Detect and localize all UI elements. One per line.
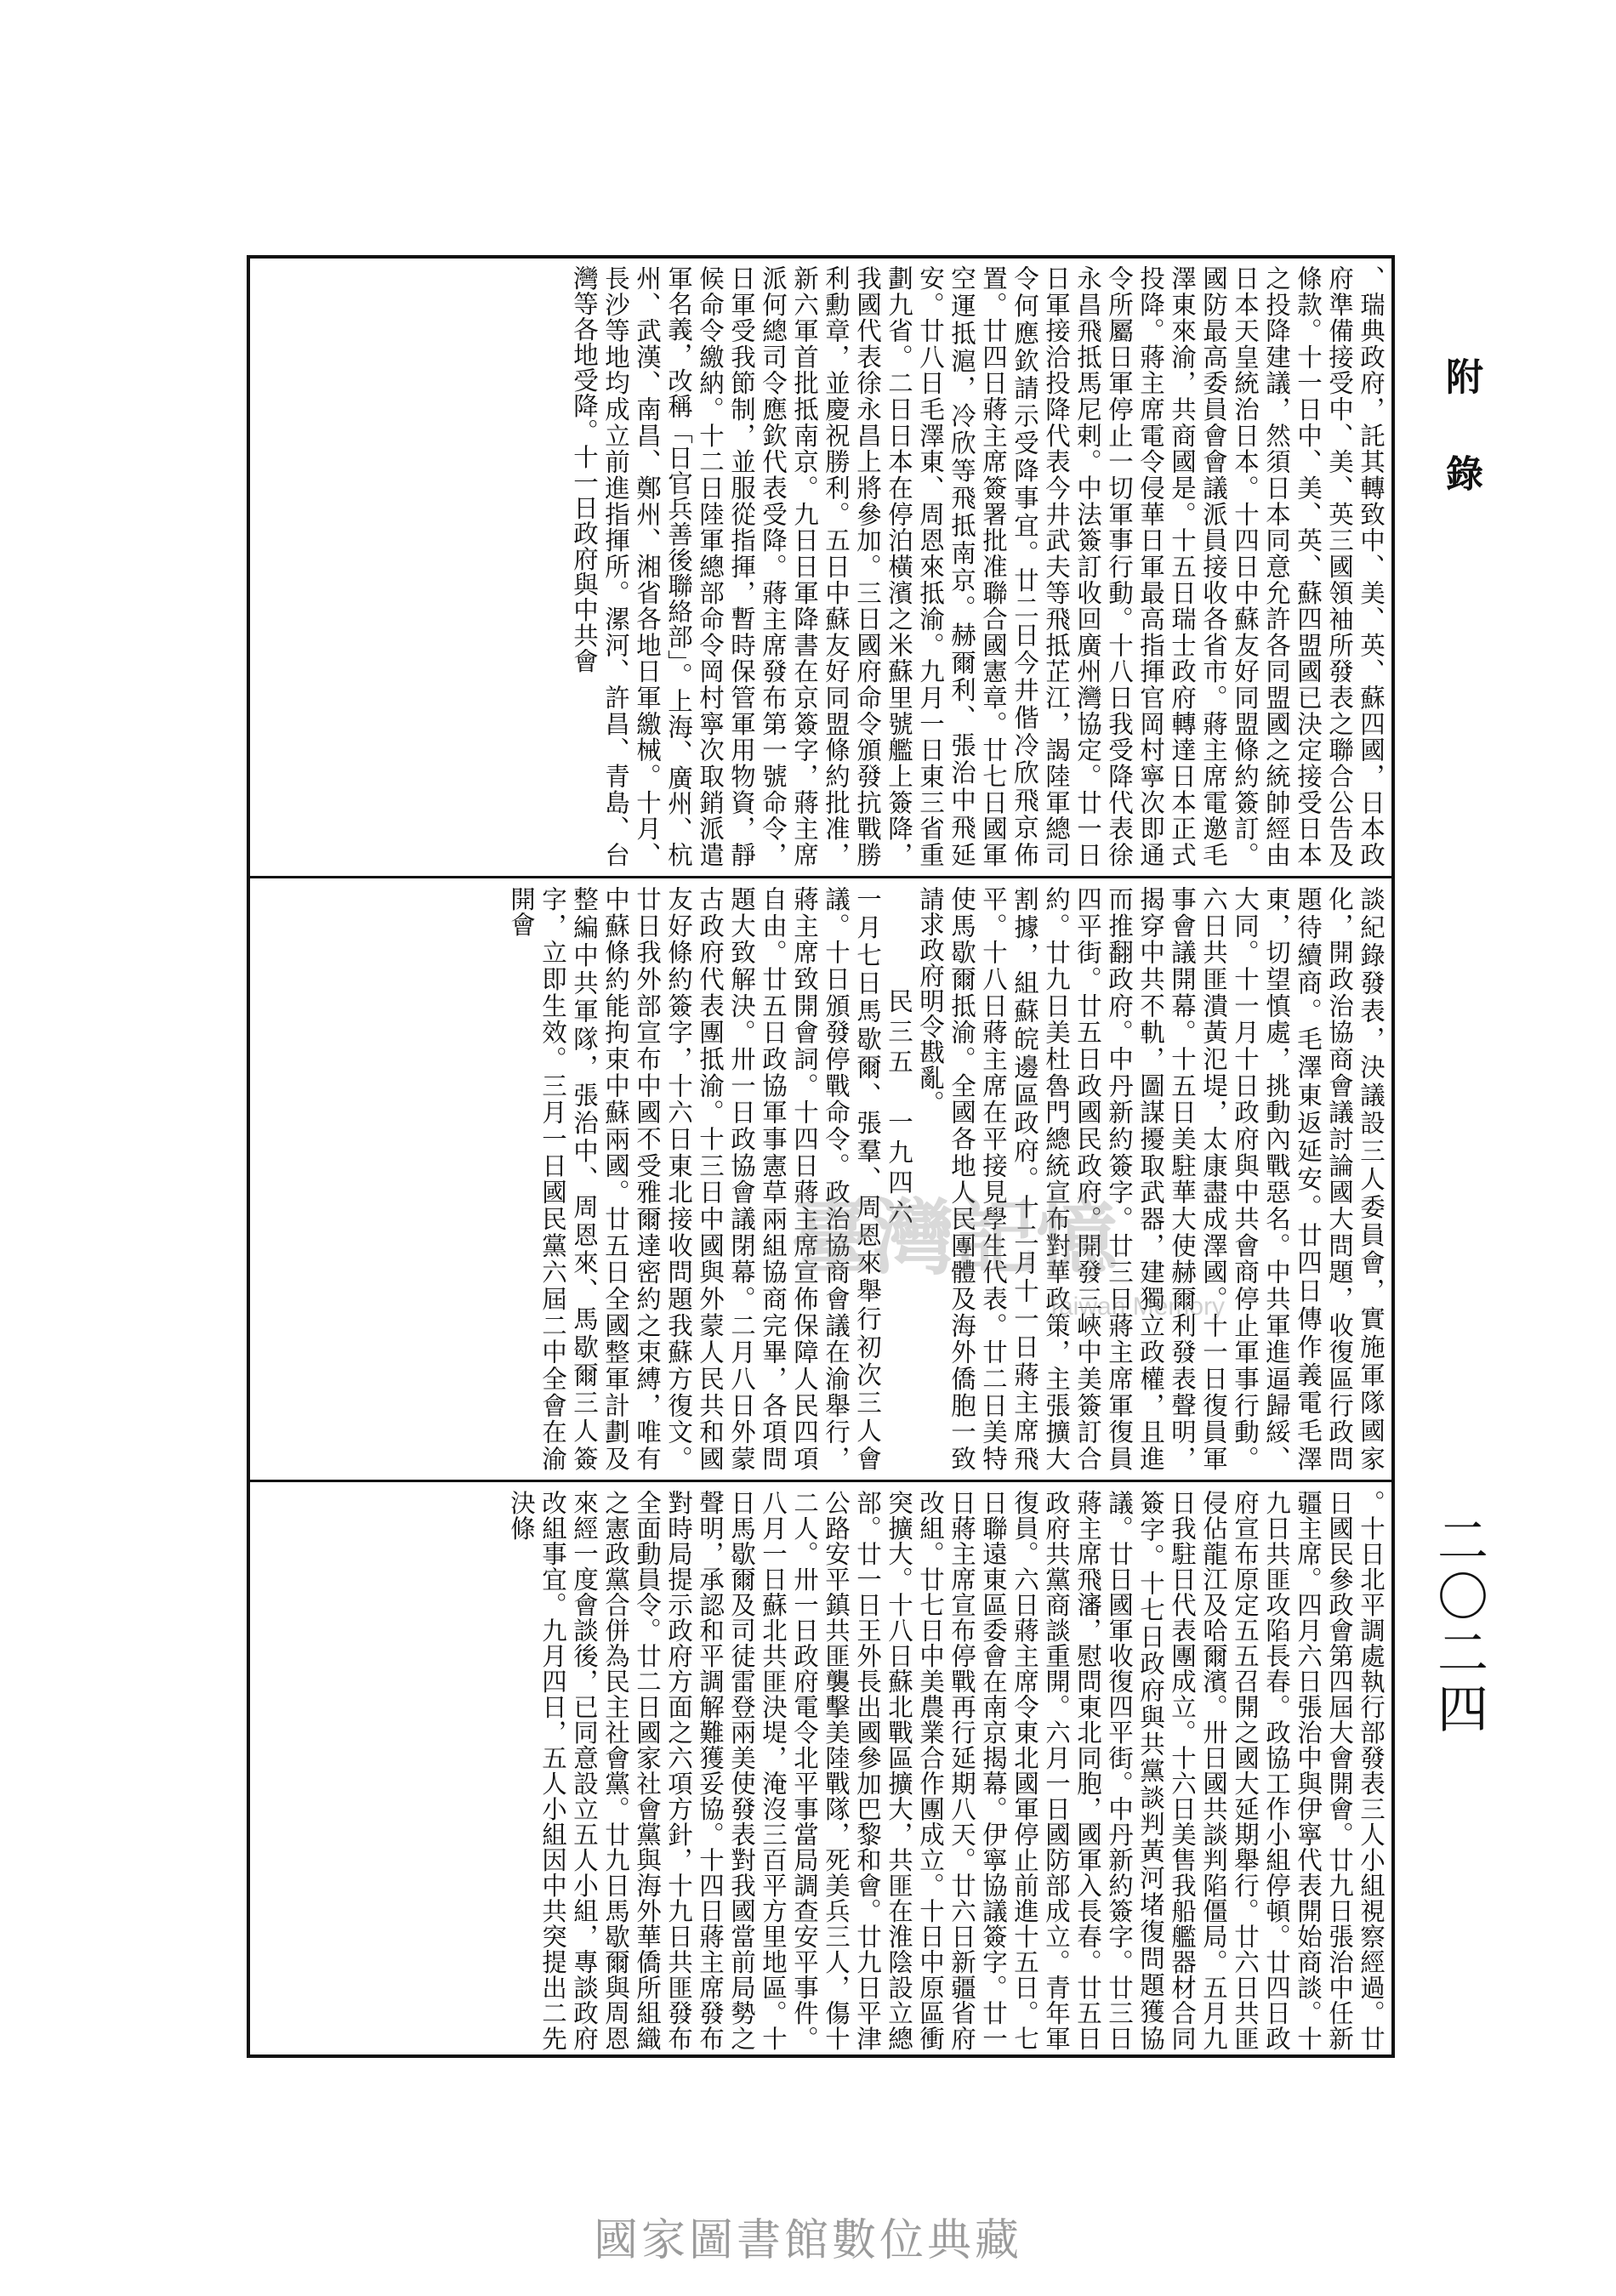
text-block-top (255, 265, 1386, 867)
body-text: 談紀錄發表，決議設三人委員會，實施軍隊國家化，開政治協商會議討論國大問題，收復區行政問題待續商。毛澤東返延安。廿四日傳作義電毛澤東，切望慎處，挑動內戰惡名。中共軍進逼歸綏、大同。十一月十日政府與中共會商停止軍事行動。六日共匪潰黃氾堤，太康盡成澤國。十一日復員軍事會議開幕。十五日美駐華大使赫爾利發表聲明，揭穿中共不軌，圖謀擾取武器，建獨立政權，且進而推翻政府。中丹新約簽字。廿三日蔣主席軍復員四平街。廿五日政國民政府。開發三峽中美簽訂合約。廿九日美杜魯門總統宣布對華政策，主張擴大割據，組蘇皖邊區政府。十二月十一日蔣主席飛平。十八日蔣主席在平接見學生代表。廿二日美特使馬歇爾抵渝。全國各地人民團體及海外僑胞一致請求政府明令戡亂。 (916, 886, 1386, 1471)
column-divider-top (247, 876, 1395, 878)
text-block-bottom (255, 1490, 1386, 2051)
section-title: 附錄 (1439, 357, 1482, 551)
body-text: 、瑞典政府，託其轉致中、美、英、蘇四國，日本政府準備接受中、美、英三國領袖所發表之聯合公告及條款。十一日中、美、英、蘇四盟國已決定接受日本之投降建議，然須日本同意允許各同盟國之統帥經由日本天皇統治日本。十四日中蘇友好同盟條約簽訂。國防最高委員會會議派員接收各省市。蔣主席電邀毛澤東來渝，共商國是。十五日瑞士政府轉達日本正式投降。蔣主席電令侵華日軍最高指揮官岡村寧次即通令所屬日軍停止一切軍事行動。十八日我受降代表徐永昌飛抵馬尼剌。中法簽訂收回廣州灣協定。廿一日日軍接洽投降代表今井武夫等飛抵芷江，謁陸軍總司令何應欽請示受降事宜。廿二日今井偕冷欣飛京佈置。廿四日蔣主席簽署批准聯合國憲章。廿七日國軍空運抵滬，冷欣等飛抵南京。赫爾利、張治中飛延安。廿八日毛澤東、周恩來抵渝。九月一日東三省重劃九省。二日日本在停泊橫濱之米蘇里號艦上簽降，我國代表徐永昌上將參加。三日國府命令頒發抗戰勝利勳章，並慶祝勝利。五日中蘇友好同盟條約批准，新六軍首批抵南京。九日日軍降書在京簽字，蔣主席派何總司令應欽代表受降。蔣主席發布第一號命令，日軍受我節制，並服從指揮，暫時保管軍用物資，靜候命令繳納。十二日陸軍總部命令岡村寧次取銷派遣軍名義，改稱「日官兵善後聯絡部」。上海、廣州、杭州、武漢、南昌、鄭州、湘省各地日軍繳械。十月、長沙等地均成立前進指揮所。漯河、許昌、青島、台灣等各地受降。十一日政府與中共會 (570, 265, 1386, 867)
year-heading: 民三五 一九四六 (885, 988, 913, 1230)
page-number: 二〇二四 (1429, 1514, 1488, 1738)
watermark-logo: 臺灣記憶 (791, 1193, 1118, 1284)
watermark-subtitle: Taiwan Memory (1046, 1293, 1226, 1321)
column-divider-bottom (247, 1480, 1395, 1482)
text-block-middle (255, 886, 1386, 1471)
body-text: 。十日北平調處執行部發表三人小組視察經過。廿日國民參政會第四屆大會開會。廿九日張治中任新疆主席。四月六日張治中與伊寧代表開始商談。十九日共匪攻陷長春。政協工作小組停頓。廿四日政府宣布原定五五召開之國大延期舉行。廿六日共匪侵佔龍江及哈爾濱。卅日國共談判陷僵局。五月九日我駐日代表團成立。十六日美售我船艦器材合同簽字。十七日政府與共黨談判黃河堵復問題獲協議。廿日國軍收復四平街。中丹新約簽字。廿三日蔣主席飛瀋，慰問東北同胞，國軍入長春。廿五日政府共黨商談重開。六月一日國防部成立。青年軍復員。六日蔣主席令東北國軍停止前進十五日。七日聯遠東區委會在南京揭幕。伊寧協議簽字。廿一日蔣主席宣布停戰再行延期八天。廿六日新疆省府改組。廿七日中美農業合作團成立。十日中原區衝突擴大。十八日蘇北戰區擴大，共匪在淮陰設立總部。廿一日王外長出國參加巴黎和會。廿九日平津公路安平鎮共匪襲擊美陸戰隊，死美兵三人，傷十二人。卅一日政府電令北平事當局調查安平事件。八月一日蘇北共匪決堤，淹沒三百平方里地區。十日馬歇爾及司徒雷登兩美使發表對我國當前局勢之聲明，承認和平調解難獲妥協。十四日蔣主席發布對時局提示政府方面之六項方針，十九日共匪發布全面動員令。廿二日國家社會黨與海外華僑所組織之憲政黨合併為民主社會黨。廿九日馬歇爾與周恩來經一度會談後，已同意設立五人小組，專談政府改組事宜。九月四日，五人小組因中共突提出二先決條 (507, 1490, 1386, 2051)
footer-credit: 國家圖書館數位典藏 (593, 2215, 1022, 2266)
body-text: 一月七日馬歇爾、張羣、周恩來舉行初次三人會議。十日頒發停戰命令。政治協商會議在渝舉行，蔣主席致開會詞。十四日蔣主席宣佈保障人民四項自由。廿五日政協軍事憲草兩組協商完畢，各項問題大致解決。卅一日政協會議閉幕。二月八日外蒙古政府代表團抵渝。十三日中國與外蒙人民共和國友好條約簽字，十六日東北接收問題我蘇方復文。廿日我外部宣布中國不受雅爾達密約之束縛，唯有中蘇條約能拘束中蘇兩國。廿五日全國整軍計劃及整編中共軍隊，張治中、周恩來、馬歇爾三人簽字，立即生效。三月一日國民黨六屆二中全會在渝開會 (507, 886, 882, 1471)
